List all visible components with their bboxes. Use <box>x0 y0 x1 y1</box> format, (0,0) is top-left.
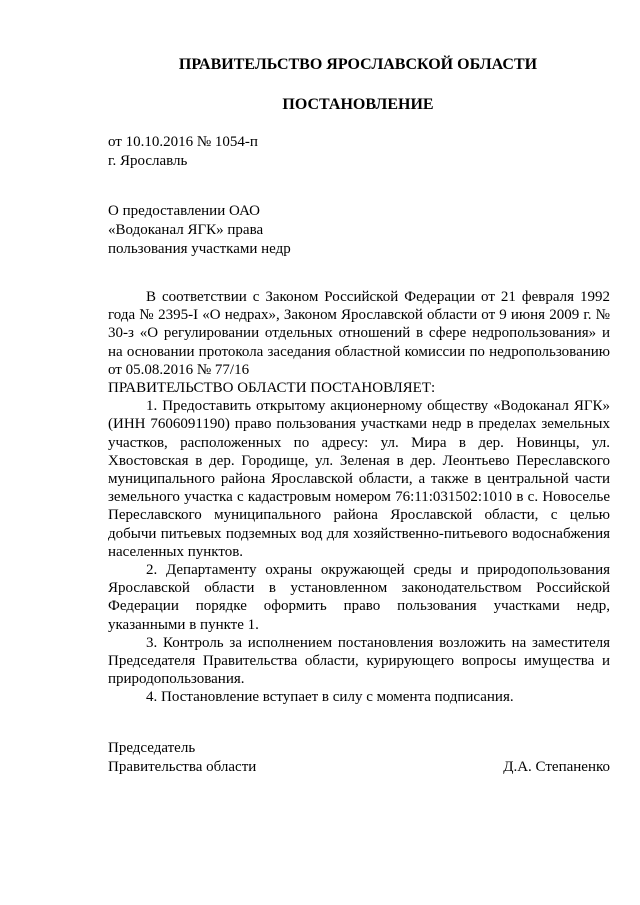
city: г. Ярославль <box>108 153 188 169</box>
signature-block <box>108 739 610 777</box>
preamble-paragraph: В соответствии с Законом Российской Федерации от 21 февраля 1992 года № 2395-I «О недрах», Законом Ярославской области от 9 июня 2009 г. № 30-з «О регулировании отдельных отношений в сфере недропользования» и на основании протокола заседания областной комиссии по недропользованию от 05.08.2016 № 77/16 <box>108 289 610 378</box>
document-type: ПОСТАНОВЛЕНИЕ <box>282 96 434 113</box>
document-meta <box>108 133 258 171</box>
item-paragraph: 1. Предоставить открытому акционерному обществу «Водоканал ЯГК» (ИНН 7606091190) право пользования участками недр в пределах земельных участков, расположенных по адресу: ул. Мира в дер. Новинцы, ул. Хвостовская в дер. Городище, ул. Зеленая в дер. Леонтьево Переславского муниципального района Ярославской области, а также в центральной части земельного участка с кадастровым номером 76:11:031502:1010 в с. Новоселье Переславского муниципального района Ярославской области, с целью добычи питьевых подземных вод для хозяйственно-питьевого водоснабжения населенных пунктов. <box>108 398 610 560</box>
subject-line: О предоставлении ОАО <box>108 203 260 219</box>
document-body <box>108 288 610 707</box>
date-number: от 10.10.2016 № 1054-п <box>108 134 258 150</box>
signatory-position: Председатель <box>108 740 196 756</box>
item-paragraph: 3. Контроль за исполнением постановления возложить на заместителя Председателя Правительства области, курирующего вопросы имущества и природопользования. <box>108 634 610 688</box>
resolve-line: ПРАВИТЕЛЬСТВО ОБЛАСТИ ПОСТАНОВЛЯЕТ: <box>108 380 436 397</box>
subject-line: «Водоканал ЯГК» права <box>108 222 264 238</box>
signatory-position-line2: Правительства области <box>108 759 257 775</box>
subject-line: пользования участками недр <box>108 241 291 257</box>
document-subject <box>108 202 291 259</box>
item-paragraph: 2. Департаменту охраны окружающей среды и природопользования Ярославской области в установленном законодательством Российской Федерации порядке оформить право пользования участками недр, указанными в пункте 1. <box>108 562 610 633</box>
government-title: ПРАВИТЕЛЬСТВО ЯРОСЛАВСКОЙ ОБЛАСТИ <box>178 56 538 73</box>
item-paragraph: 4. Постановление вступает в силу с момента подписания. <box>146 689 514 706</box>
signature-row <box>108 758 610 777</box>
signatory-name: Д.А. Степаненко <box>503 759 610 775</box>
